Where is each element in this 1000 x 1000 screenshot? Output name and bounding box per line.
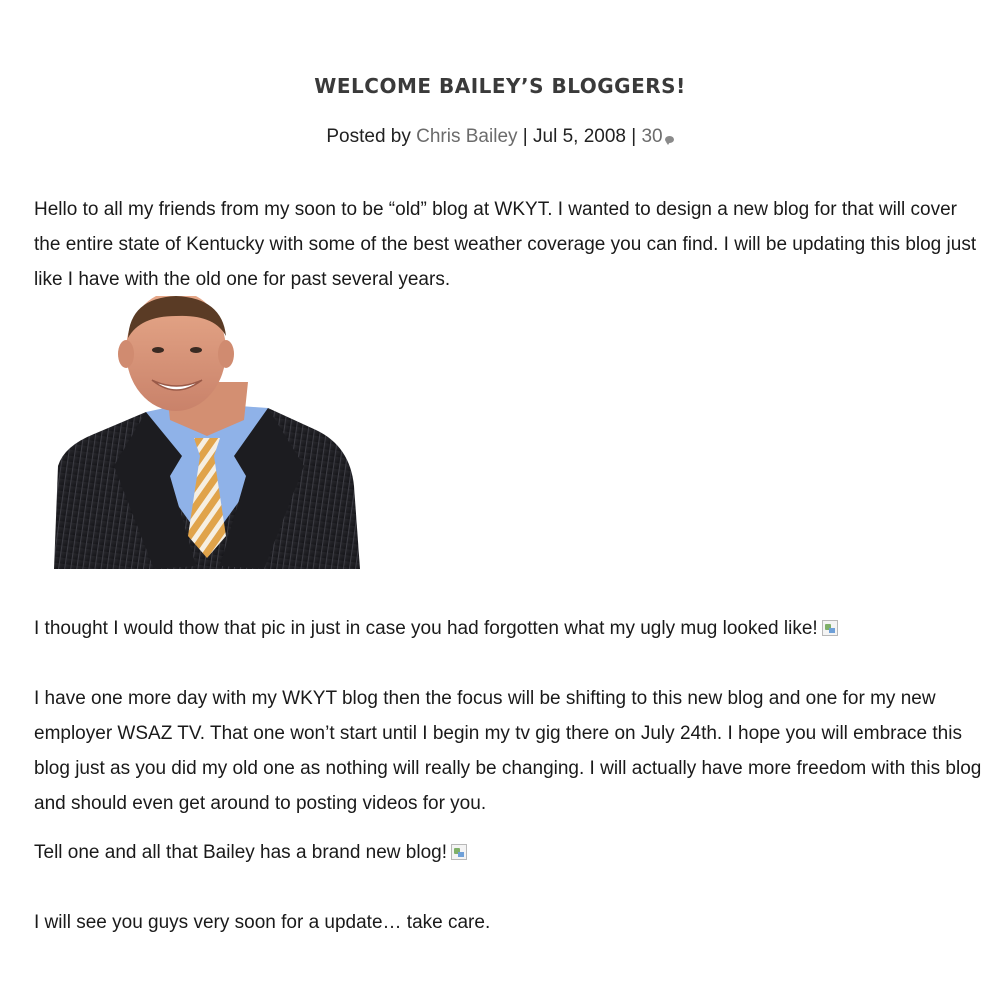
comment-count: 30 (641, 126, 663, 147)
paragraph-signoff: I will see you guys very soon for a update… take care. (34, 912, 491, 933)
meta-separator: | (631, 126, 637, 147)
posted-by-label: Posted by (326, 126, 411, 147)
meta-separator: | (522, 126, 528, 147)
comment-bubble-icon (665, 136, 674, 143)
paragraph-pic-note-text: I thought I would thow that pic in just in case you had forgotten what my ugly mug looked like! (34, 618, 818, 639)
post-date: Jul 5, 2008 (533, 126, 626, 147)
author-link[interactable]: Chris Bailey (416, 126, 518, 147)
paragraph-transition: I have one more day with my WKYT blog then the focus will be shifting to this new blog and one for my new employer WSAZ TV. That one won’t start until I begin my tv gig there on July 24th. I hope you will embrace this blog just as you did my old one as nothing will really be changing. I will actually have more freedom with this blog and should even get around to posting videos for you. (34, 688, 982, 814)
paragraph-pic-note (34, 611, 984, 646)
broken-image-icon (822, 620, 838, 636)
paragraph-tell-all-text: Tell one and all that Bailey has a brand new blog! (34, 842, 447, 863)
paragraph-intro: Hello to all my friends from my soon to be “old” blog at WKYT. I wanted to design a new blog for that will cover the entire state of Kentucky with some of the best weather coverage you can find. I will be updating this blog just like I have with the old one for past several years. (34, 199, 977, 290)
post-title: WELCOME BAILEY’S BLOGGERS! (314, 74, 686, 98)
broken-image-icon (451, 844, 467, 860)
paragraph-tell-all (34, 835, 984, 870)
post-meta (0, 126, 1000, 148)
portrait-photo (54, 296, 360, 569)
comments-link[interactable] (641, 126, 673, 147)
